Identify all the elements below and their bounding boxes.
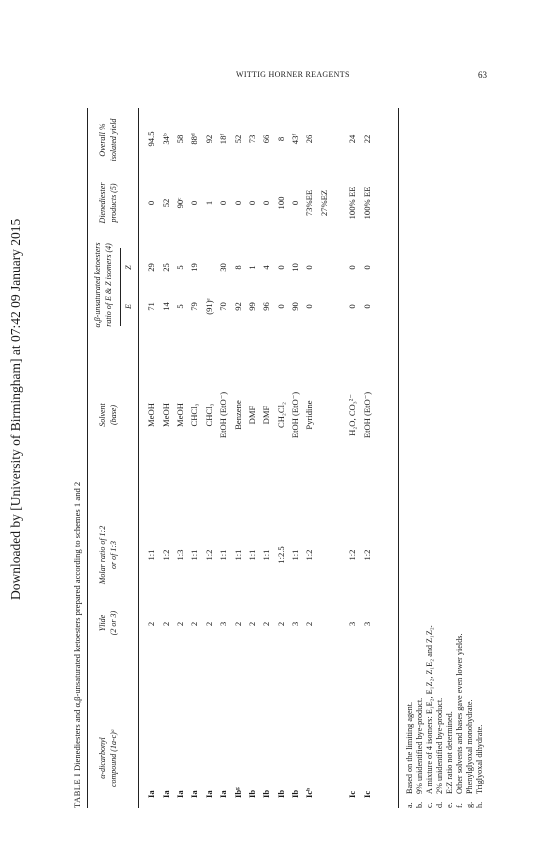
footnote (415, 625, 425, 808)
footnote (465, 625, 475, 808)
footnote-letter: a. (405, 802, 414, 808)
cell-ylide: 2 (160, 621, 171, 627)
cell-compound: Ia (146, 790, 157, 798)
cell-compound: Ib (246, 789, 257, 798)
cell-solvent: CHCl₃ (189, 403, 200, 427)
table-row (158, 108, 172, 808)
cell-solvent: CH₂Cl₂ (275, 401, 286, 429)
header-molar-ratio (98, 510, 119, 600)
cell-z: 29 (146, 263, 157, 272)
cell-ylide: 2 (304, 621, 315, 627)
header-molar-line2: or of 1:3 (108, 541, 118, 569)
cell-yield: 22 (361, 134, 372, 144)
cell-z: 0 (275, 265, 286, 270)
header-compound-line1: α-dicarbonyl (98, 737, 107, 779)
cell-e: 79 (189, 302, 200, 311)
header-molar-line1: Molar ratio of 1:2 (98, 525, 107, 585)
cell-diene: 52 (160, 198, 171, 208)
cell-ratio: 1:2 (203, 549, 214, 561)
cell-solvent: Pyridine (304, 400, 315, 430)
cell-ratio: 1:1 (218, 549, 229, 561)
table-row (245, 108, 259, 808)
cell-z: 0 (304, 265, 315, 270)
cell-ratio: 1:1 (290, 549, 301, 561)
header-compound-line2: compound (1a-c)ᵃ (108, 728, 118, 788)
cell-solvent: MeOH (174, 403, 185, 427)
cell-ylide: 2 (275, 621, 286, 627)
header-e: E (124, 304, 133, 309)
cell-e: 0 (275, 304, 286, 309)
table-caption-label: TABLE I (72, 773, 82, 808)
cell-solvent: EtOH (EtO⁻) (361, 391, 372, 439)
top-rule (87, 108, 88, 808)
cell-ratio: 1:1 (232, 549, 243, 561)
cell-e: 0 (304, 304, 315, 309)
footnote-letter: g. (465, 801, 474, 808)
footnote-text: Other solvents and bases gave even lower yields. (455, 633, 464, 794)
cell-z: 8 (232, 265, 243, 270)
bottom-rule (398, 108, 399, 808)
cell-yield: 94.5 (146, 131, 157, 147)
footnote (455, 625, 465, 808)
cell-diene-continued: 27%EZ (318, 189, 329, 217)
cell-diene: 100% EE (361, 186, 372, 220)
cell-yield: 58 (174, 134, 185, 144)
cell-compound: Ib (275, 789, 286, 798)
cell-ratio: 1:1 (189, 549, 200, 561)
header-yield (98, 108, 119, 172)
header-solvent (98, 380, 119, 450)
table-row-continuation (317, 108, 331, 808)
header-solvent-line1: Solvent (98, 403, 107, 427)
running-head: WITTIG HORNER REAGENTS (236, 70, 350, 79)
cell-ratio: 1:2.5 (275, 546, 286, 564)
footnote-letter: h. (475, 801, 484, 808)
footnotes (405, 625, 485, 808)
cell-ratio: 1:2 (160, 549, 171, 561)
table-row (345, 108, 359, 808)
footnote (435, 625, 445, 808)
download-watermark: Downloaded by [University of Birmingham] at 07:42 09 January 2015 (8, 218, 23, 600)
cell-ylide: 2 (189, 621, 200, 627)
cell-ylide: 2 (246, 621, 257, 627)
cell-solvent: MeOH (146, 403, 157, 427)
header-solvent-line2: (base) (108, 405, 118, 425)
cell-solvent: EtOH (EtO⁻) (218, 391, 229, 439)
header-dienediester (98, 170, 119, 236)
cell-z: 19 (189, 263, 200, 272)
cell-solvent: MeOH (160, 403, 171, 427)
header-ylide (98, 598, 119, 648)
cell-e: 96 (261, 302, 272, 311)
cell-ylide: 3 (290, 621, 301, 627)
cell-compound: Ic (347, 790, 358, 798)
cell-z: 5 (174, 265, 185, 270)
cell-diene: 0 (246, 200, 257, 206)
cell-solvent: DMF (246, 405, 257, 425)
cell-ylide: 3 (347, 621, 358, 627)
cell-diene: 0 (261, 200, 272, 206)
cell-z: 10 (290, 263, 301, 272)
header-ketoester-line2: ratio of E & Z isomers (4) (103, 243, 113, 327)
footnote (445, 625, 455, 808)
table-caption-text: Dienediesters and α,β-unsaturated ketoesters prepared according to schemes 1 and 2 (72, 481, 82, 772)
cell-e: 71 (146, 302, 157, 311)
cell-diene: 0 (290, 200, 301, 206)
cell-yield: 43ᶠ (290, 133, 301, 145)
cell-z: 30 (218, 263, 229, 272)
data-table (144, 108, 374, 808)
cell-yield: 66 (261, 134, 272, 144)
cell-e: 99 (246, 302, 257, 311)
cell-yield: 24 (347, 134, 358, 144)
cell-e: 0 (347, 304, 358, 309)
cell-ratio: 1:1 (246, 549, 257, 561)
cell-ylide: 2 (203, 621, 214, 627)
cell-diene: 0 (232, 200, 243, 206)
header-diene-line2: products (5) (108, 183, 118, 223)
footnote-text: Based on the limiting agent. (405, 701, 414, 794)
cell-yield: 92 (203, 134, 214, 144)
header-yield-line2: isolated yield (108, 118, 118, 162)
cell-ratio: 1:2 (361, 549, 372, 561)
header-z: Z (124, 265, 133, 270)
cell-diene: 100 (275, 196, 286, 210)
rotated-table-block (60, 108, 484, 808)
footnote-text: A mixture of 4 isomers: E₁E₂, E₁Z₂, Z₁E₂ and Z₁Z₂. (425, 625, 434, 794)
footnote (405, 625, 415, 808)
cell-ylide: 3 (218, 621, 229, 627)
cell-compound: Ia (189, 790, 200, 798)
cell-compound: Ia (174, 790, 185, 798)
ketoester-subrule (120, 248, 121, 326)
header-rule (138, 108, 139, 808)
table-row (302, 108, 316, 808)
cell-yield: 8 (275, 136, 286, 142)
footnote-letter: e. (445, 802, 454, 808)
cell-diene: 1 (203, 200, 214, 206)
cell-compound: Ic (361, 790, 372, 798)
cell-compound: Icʰ (304, 788, 315, 798)
table-row (274, 108, 288, 808)
table-row (359, 108, 373, 808)
cell-z: 1 (246, 265, 257, 270)
cell-ratio: 1:2 (304, 549, 315, 561)
cell-yield: 52 (232, 134, 243, 144)
header-ylide-line1: Ylide (98, 614, 107, 632)
cell-solvent: DMF (261, 405, 272, 425)
cell-ylide: 2 (174, 621, 185, 627)
header-ketoester (93, 230, 114, 340)
table-row (230, 108, 244, 808)
cell-ylide: 2 (146, 621, 157, 627)
table-row (202, 108, 216, 808)
cell-diene: 0 (218, 200, 229, 206)
header-ketoester-line1: α,β-unsaturated ketoesters (93, 242, 102, 328)
header-ylide-line2: (2 or 3) (108, 610, 118, 636)
header-compound (98, 708, 119, 808)
footnote-text: 9% unidentified bye-product. (415, 697, 424, 794)
table-row (288, 108, 302, 808)
cell-compound: Ib (290, 789, 301, 798)
footnote (425, 625, 435, 808)
cell-z: 0 (361, 265, 372, 270)
cell-ratio: 1:2 (347, 549, 358, 561)
footnote-letter: f. (455, 803, 464, 808)
footnote-letter: c. (425, 802, 434, 808)
footnote-text: 2% unidentified bye-product. (435, 697, 444, 794)
cell-ylide: 3 (361, 621, 372, 627)
cell-compound: Ia (160, 790, 171, 798)
page-number: 63 (478, 70, 487, 80)
cell-z: 4 (261, 265, 272, 270)
cell-compound: Ia (203, 790, 214, 798)
cell-diene: 73%EE (304, 189, 315, 217)
cell-solvent: EtOH (EtO⁻) (290, 391, 301, 439)
cell-e: 5 (174, 304, 185, 309)
table-row (216, 108, 230, 808)
cell-e: 14 (160, 302, 171, 311)
cell-ratio: 1:3 (174, 549, 185, 561)
cell-yield: 73 (246, 134, 257, 144)
cell-e: (91)ᵉ (203, 298, 214, 315)
cell-yield: 88ᵈ (189, 133, 200, 145)
cell-e: 92 (232, 302, 243, 311)
cell-compound: Ib (261, 789, 272, 798)
header-yield-line1: Overall % (98, 123, 107, 157)
cell-ylide: 2 (261, 621, 272, 627)
cell-e: 90 (290, 302, 301, 311)
row-spacer (331, 108, 345, 808)
cell-yield: 26 (304, 134, 315, 144)
cell-z: 0 (347, 265, 358, 270)
cell-compound: Ia (218, 790, 229, 798)
header-diene-line1: Dienediester (98, 182, 107, 224)
cell-ratio: 1:1 (146, 549, 157, 561)
cell-compound: Ibᵍ (232, 787, 243, 798)
footnote-text: E:Z ratio not determined. (445, 711, 454, 794)
cell-diene: 0 (189, 200, 200, 206)
cell-z (202, 248, 216, 287)
cell-z: 25 (160, 263, 171, 272)
cell-ratio: 1:1 (261, 549, 272, 561)
cell-ylide: 2 (232, 621, 243, 627)
footnote-letter: d. (435, 801, 444, 808)
cell-solvent: CHCl₃ (203, 403, 214, 427)
cell-diene: 100% EE (347, 186, 358, 220)
footnote-letter: b. (415, 801, 424, 808)
cell-solvent: H₂O, CO₃²⁻ (347, 394, 358, 436)
table-row (173, 108, 187, 808)
cell-e: 70 (218, 302, 229, 311)
cell-e: 0 (361, 304, 372, 309)
footnote (475, 625, 485, 808)
cell-yield: 34ᵇ (160, 133, 171, 145)
cell-yield: 18ᶠ (218, 133, 229, 145)
table-row (187, 108, 201, 808)
cell-diene: 90ᶜ (174, 197, 185, 209)
table-row (259, 108, 273, 808)
cell-solvent: Benzene (232, 400, 243, 430)
table-row (144, 108, 158, 808)
footnote-text: Phenylglyoxal monohydrate. (465, 699, 474, 794)
footnote-text: Triglyoxal dihydrate. (475, 724, 484, 794)
table-caption (72, 482, 82, 808)
cell-diene: 0 (146, 200, 157, 206)
